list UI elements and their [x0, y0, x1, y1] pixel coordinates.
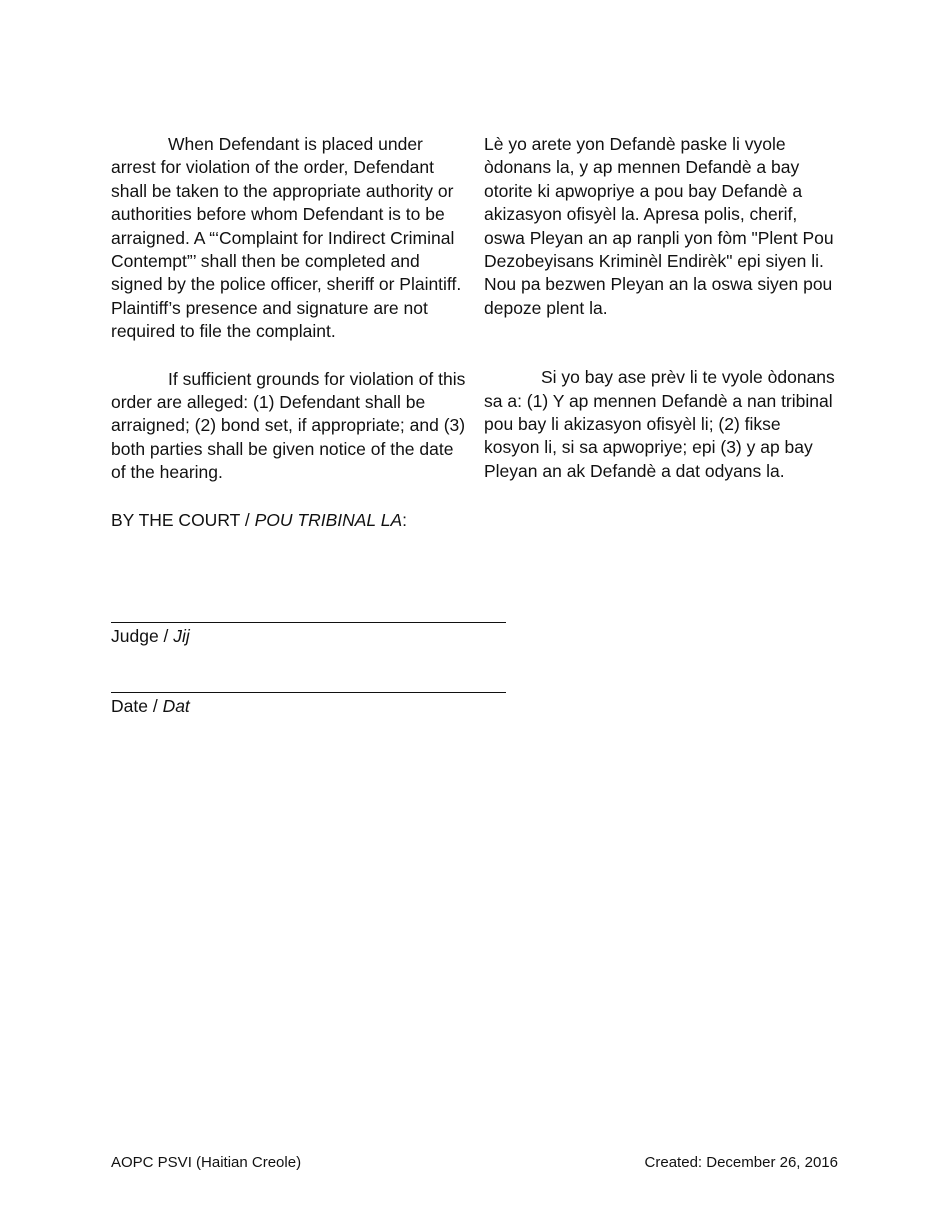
- date-label: Date / Dat: [111, 696, 190, 716]
- judge-label: Judge / Jij: [111, 626, 190, 646]
- footer-form-id: AOPC PSVI (Haitian Creole): [111, 1154, 302, 1171]
- english-column: [111, 133, 467, 532]
- creole-column: [484, 133, 840, 483]
- footer-created-date: Created: December 26, 2016: [644, 1154, 838, 1171]
- creole-arrest-paragraph: Lè yo arete yon Defandè paske li vyole òdonans la, y ap mennen Defandè a bay otorite ki apwopriye a pou bay Defandè a akizasyon ofisyèl la. Apresa polis, cherif, oswa Pleyan an ap ranpli yon fòm "Plent Pou Dezobeyisans Kriminèl Endirèk" epi siyen li. Nou pa bezwen Pleyan an la oswa siyen pou depoze plent la.: [484, 134, 834, 318]
- date-signature-line: [111, 692, 506, 693]
- judge-signature-line: [111, 622, 506, 623]
- creole-grounds-paragraph: Si yo bay ase prèv li te vyole òdonans sa a: (1) Y ap mennen Defandè a nan tribinal pou bay li akizasyon ofisyèl li; (2) fikse kosyon li, si sa apwopriye; epi (3) y ap bay Pleyan an ak Defandè a dat odyans la.: [484, 367, 835, 481]
- by-the-court-label: BY THE COURT / POU TRIBINAL LA:: [111, 509, 407, 530]
- english-arrest-paragraph: When Defendant is placed under arrest for violation of the order, Defendant shall be taken to the appropriate authority or authorities before whom Defendant is to be arraigned. A “‘Complaint for Indirect Criminal Contempt”’ shall then be completed and signed by the police officer, sheriff or Plaintiff. Plaintiff’s presence and signature are not required to file the complaint.: [111, 134, 462, 342]
- english-grounds-paragraph: If sufficient grounds for violation of this order are alleged: (1) Defendant shall be arraigned; (2) bond set, if appropriate; and (3) both parties shall be given notice of the date of the hearing.: [111, 368, 466, 483]
